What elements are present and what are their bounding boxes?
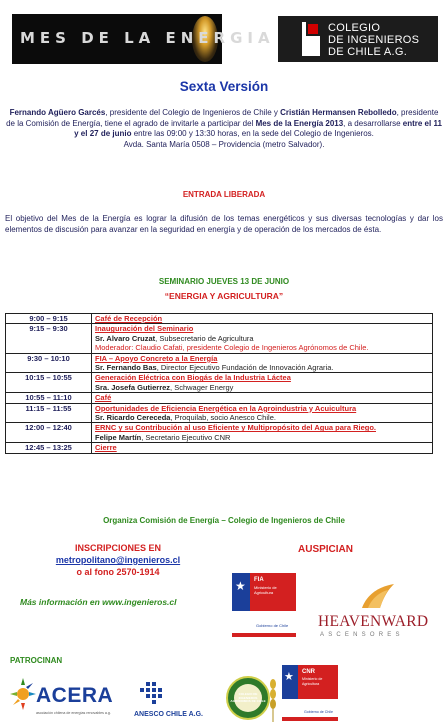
acera-sun-icon <box>8 676 38 712</box>
speaker-name: Sra. Josefa Gutierrez <box>95 382 171 392</box>
colegio-logo-line-3: DE CHILE A.G. <box>328 46 408 58</box>
cnr-logo-name: CNR <box>302 669 315 675</box>
program-row <box>6 443 433 453</box>
program-speaker-line <box>95 343 429 352</box>
speaker-role: , Secretario Ejecutivo CNR <box>141 432 231 442</box>
event-name: Mes de la Energía 2013 <box>255 118 344 128</box>
speaker-role: , Director Ejecutivo Fundación de Innovación Agraria. <box>156 363 334 373</box>
program-row <box>6 423 433 443</box>
program-row <box>6 324 433 353</box>
program-time: 10:55 – 11:10 <box>6 393 92 403</box>
program-speaker-line <box>95 363 429 372</box>
program-title: ERNC y su Contribución al uso Eficiente y Multipropósito del Agua para Riego. <box>95 423 376 433</box>
colegio-agronomos-logo <box>226 676 270 720</box>
fia-logo-name: FIA <box>254 577 264 583</box>
program-time: 9:00 – 9:15 <box>6 314 92 324</box>
program-row <box>6 373 433 393</box>
speaker-name: Felipe Martín <box>95 432 142 442</box>
president-name: Fernando Agüero Garcés <box>9 108 106 117</box>
star-icon: ★ <box>235 579 246 593</box>
heavenward-name: HEAVENWARD <box>318 613 429 630</box>
intro-text-2: , presidente de la Comisión de Energía, tiene el agrado de invitarle a participar del <box>6 108 439 128</box>
colegio-logo-line-1: COLEGIO <box>328 22 381 34</box>
program-content <box>92 324 433 353</box>
speaker-name: Sr. Ricardo Cereceda <box>95 413 171 423</box>
fia-logo <box>232 573 296 637</box>
program-row <box>6 353 433 373</box>
organizer-line: Organiza Comisión de Energía – Colegio de Ingenieros de Chile <box>103 516 345 525</box>
registration-email-link[interactable]: metropolitano@ingenieros.cl <box>55 555 181 565</box>
program-time: 9:30 – 10:10 <box>6 353 92 373</box>
registration-block <box>28 542 208 578</box>
wheat-icon <box>268 676 278 722</box>
anesco-name: ANESCO CHILE A.G. <box>134 711 203 718</box>
program-content <box>92 423 433 443</box>
star-icon: ★ <box>284 671 294 683</box>
speaker-name: Sr. Fernando Bas <box>95 363 157 373</box>
program-speaker-line <box>95 413 429 422</box>
program-time: 10:15 – 10:55 <box>6 373 92 393</box>
cnr-logo <box>282 665 338 721</box>
program-speaker-line <box>95 433 429 442</box>
heavenward-sub: ASCENSORES <box>320 632 404 638</box>
colegio-agronomos-text: COLEGIO DE INGENIEROS AGRÓNOMOS DE CHILE <box>230 692 266 703</box>
program-content <box>92 353 433 373</box>
anesco-logo <box>134 678 220 722</box>
program-speaker-line <box>95 383 429 392</box>
acera-logo <box>8 670 126 722</box>
wing-icon <box>358 582 398 612</box>
program-time: 12:45 – 13:25 <box>6 443 92 453</box>
speaker-name: Sr. Alvaro Cruzat <box>95 333 156 343</box>
program-content <box>92 403 433 423</box>
page-title: Sexta Versión <box>179 79 269 94</box>
program-row <box>6 393 433 403</box>
program-row <box>6 403 433 423</box>
speaker-role: , Subsecretario de Agricultura <box>155 333 254 343</box>
colegio-logo-icon <box>286 22 320 56</box>
program-speaker-line <box>95 334 429 343</box>
heavenward-logo <box>318 582 440 640</box>
program-content <box>92 314 433 324</box>
program-content <box>92 393 433 403</box>
sponsors-heading: AUSPICIAN <box>298 544 354 555</box>
fia-logo-sub: Ministerio de Agricultura <box>254 585 277 595</box>
speaker-role: , Schwager Energy <box>170 382 234 392</box>
program-time: 11:15 – 11:55 <box>6 403 92 423</box>
mes-energia-banner <box>12 14 275 64</box>
invitation-paragraph <box>6 108 442 150</box>
acera-name: ACERA <box>36 684 114 707</box>
free-entry-notice: ENTRADA LIBERADA <box>182 190 266 199</box>
program-title: Inauguración del Seminario <box>95 324 194 334</box>
more-info-link[interactable]: Más información en www.ingenieros.cl <box>20 597 177 607</box>
program-content <box>92 373 433 393</box>
registration-title: INSCRIPCIONES EN <box>74 543 161 553</box>
program-time: 12:00 – 12:40 <box>6 423 92 443</box>
program-content <box>92 443 433 453</box>
registration-phone: o al fono 2570-1914 <box>76 567 160 577</box>
program-title: Generación Eléctrica con Biogás de la Industria Láctea <box>95 373 291 383</box>
program-title: Café de Recepción <box>95 314 163 323</box>
intro-text-3: , a desarrollarse <box>343 118 403 128</box>
program-title: Café <box>95 393 112 403</box>
commission-president-name: Cristián Hermansen Rebolledo <box>280 108 397 117</box>
intro-text-1: , presidente del Colegio de Ingenieros de Chile y <box>105 108 281 117</box>
intro-text-4: entre las 09:00 y 13:30 horas, en la sede del Colegio de Ingenieros. <box>131 129 374 138</box>
event-address: Avda. Santa María 0508 – Providencia (metro Salvador). <box>123 139 325 149</box>
cnr-logo-sub: Ministerio de Agricultura <box>302 677 323 686</box>
program-time: 9:15 – 9:30 <box>6 324 92 353</box>
colegio-logo-text <box>328 22 419 58</box>
program-title: Cierre <box>95 443 117 453</box>
cnr-logo-gob: Gobierno de Chile <box>304 710 333 714</box>
program-table <box>5 313 433 454</box>
program-title: Oportunidades de Eficiencia Energética en la Agroindustria y Acuicultura <box>95 403 357 413</box>
colegio-ingenieros-logo <box>278 16 438 62</box>
event-dates: entre el 11 y el 27 de junio <box>74 118 442 138</box>
fia-logo-gob: Gobierno de Chile <box>256 623 289 628</box>
speaker-role: Moderador: Claudio Cafati, presidente Colegio de Ingenieros Agrónomos de Chile. <box>95 343 369 353</box>
patrons-heading: PATROCINAN <box>10 656 63 665</box>
acera-sub: asociación chilena de energías renovables a.g. <box>36 711 111 715</box>
colegio-logo-line-2: DE INGENIEROS <box>328 34 420 46</box>
program-title: FIA – Apoyo Concreto a la Energía <box>95 353 218 363</box>
mes-energia-banner-text: MES DE LA ENERGIA <box>20 29 275 47</box>
objective-paragraph: El objetivo del Mes de la Energía es lograr la difusión de los temas energéticos y sus diversas tecnologías y dar los elementos de discusión para avanzar en la seguridad en energía y de operación de los mercados de ésta. <box>5 214 443 234</box>
program-row <box>6 314 433 324</box>
speaker-role: , Proquilab, socio Anesco Chile. <box>170 413 276 423</box>
seminar-date: SEMINARIO JUEVES 13 DE JUNIO <box>158 277 290 286</box>
seminar-theme: “ENERGIA Y AGRICULTURA” <box>164 291 284 301</box>
